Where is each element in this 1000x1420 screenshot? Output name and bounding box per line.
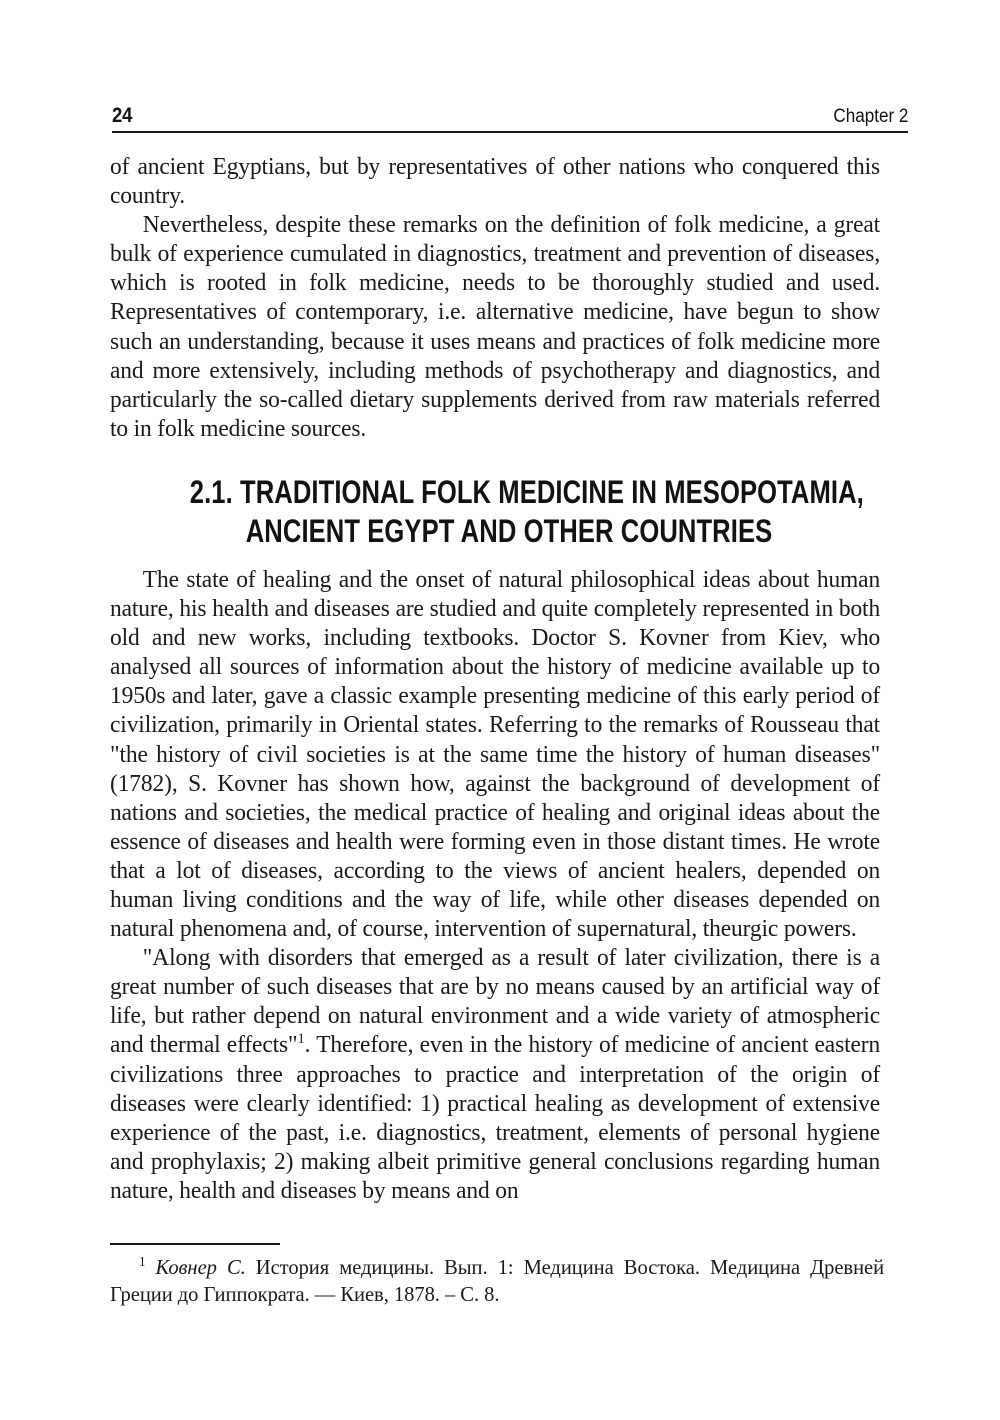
paragraph-along-with-disorders xyxy=(110,943,880,1205)
header-divider-rule xyxy=(112,131,908,133)
section-heading xyxy=(110,473,908,551)
footnote-entry xyxy=(110,1254,884,1308)
footnote-reference-marker[interactable]: 1 xyxy=(297,1031,305,1048)
footnote-separator-rule xyxy=(110,1243,280,1245)
footnote-area xyxy=(110,1243,908,1308)
section-heading-line-2: ANCIENT EGYPT AND OTHER COUNTRIES xyxy=(245,512,773,549)
footnote-citation-text: История медицины. Вып. 1: Медицина Востока. Медицина Древней Греции до Гиппократа. — Киев, 1878. – С. 8. xyxy=(110,1255,885,1306)
footnote-author: Ковнер С. xyxy=(155,1255,246,1279)
paragraph-text-after-footnote: . Therefore, even in the history of medicine of ancient eastern civilizations three approaches to practice and interpretation of the origin of diseases were clearly identified: 1) practical healing as development of extensive experience of the past, i.e. diagnostics, treatment, elements of personal hygiene and prophylaxis; 2) making albeit primitive general conclusions regarding human nature, health and diseases by means and on xyxy=(110,1031,881,1204)
text-column xyxy=(110,152,908,1205)
section-heading-line-1: 2.1. TRADITIONAL FOLK MEDICINE IN MESOPOTAMIA, xyxy=(189,473,864,510)
page-number: 24 xyxy=(112,104,133,127)
running-head-title: Chapter 2 xyxy=(832,106,908,127)
paragraph-state-of-healing: The state of healing and the onset of natural philosophical ideas about human nature, his health and diseases are studied and quite completely represented in both old and new works, including textbooks. Doctor S. Kovner from Kiev, who analysed all sources of information about the history of medicine available up to 1950s and later, gave a classic example presenting medicine of this early period of civilization, primarily in Oriental states. Referring to the remarks of Rousseau that "the history of civil societies is at the same time the history of human diseases" (1782), S. Kovner has shown how, against the background of development of nations and societies, the medical practice of healing and original ideas about the essence of diseases and health were forming even in those distant times. He wrote that a lot of diseases, according to the views of ancient healers, depended on human living conditions and the way of life, while other diseases depended on natural phenomena and, of course, intervention of supernatural, theurgic powers. xyxy=(110,565,881,943)
paragraph-continuation: of ancient Egyptians, but by representatives of other nations who conquered this country. xyxy=(110,153,881,210)
footnote-number: 1 xyxy=(139,1253,146,1269)
paragraph-nevertheless: Nevertheless, despite these remarks on the definition of folk medicine, a great bulk of experience cumulated in diagnostics, treatment and prevention of diseases, which is rooted in folk medicine, needs to be thoroughly studied and used. Representatives of contemporary, i.e. alternative medicine, have begun to show such an understanding, because it uses means and practices of folk medicine more and more extensively, including methods of psychotherapy and diagnostics, and particularly the so-called dietary supplements derived from raw materials referred to in folk medicine sources. xyxy=(110,211,881,442)
paragraph-text-before-footnote: "Along with disorders that emerged as a result of later civilization, there is a great number of such diseases that are by no means caused by an artificial way of life, but rather depend on natural environment and a wide variety of atmospheric and thermal effects" xyxy=(110,944,881,1059)
running-header xyxy=(112,92,908,126)
